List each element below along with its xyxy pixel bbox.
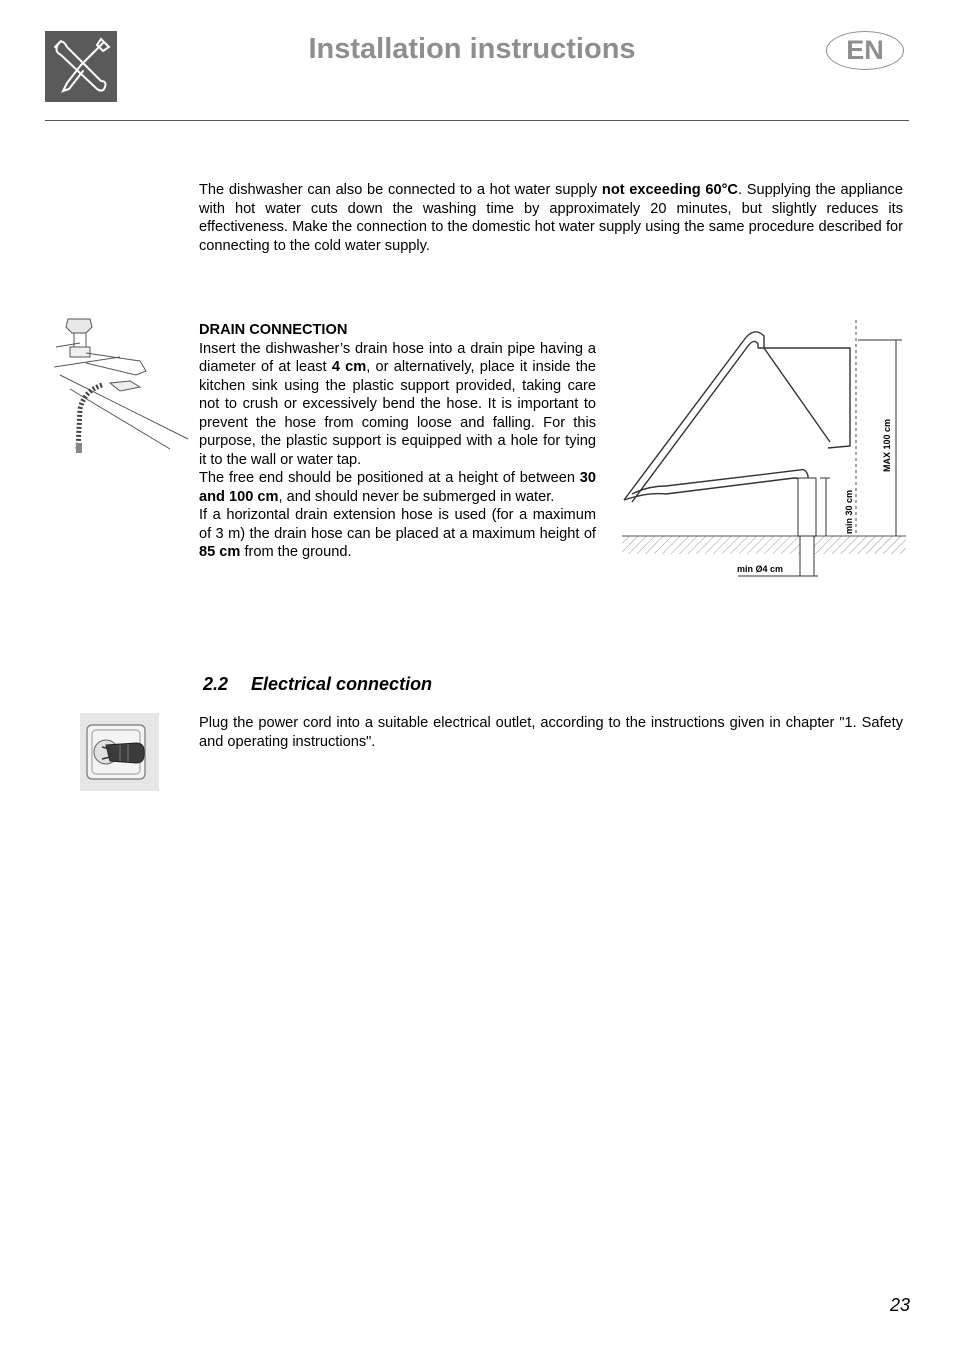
pipe-diameter-label: min Ø4 cm (737, 564, 784, 574)
min-height-dimension (820, 478, 830, 536)
electrical-connection-text: Plug the power cord into a suitable electrical outlet, according to the instructions given in chapter "1. Safety and operating instructions". (199, 715, 903, 750)
drain-p2-text-1: The free end should be positioned at a height of between (199, 470, 580, 486)
drain-p3-text-1: If a horizontal drain extension hose is used (for a maximum of 3 m) the drain hose can be placed at a maximum height of (199, 507, 596, 542)
max-height-label: MAX 100 cm (882, 418, 892, 472)
drain-p1-text-1: Insert the dishwasher’s drain hose into a drain pipe having a diameter of at least (199, 340, 596, 375)
drain-p2-text-2: , and should never be submerged in water. (278, 488, 555, 505)
faucet-hose-illustration (50, 317, 190, 457)
header-divider (45, 120, 909, 121)
hot-water-text-1: The dishwasher can also be connected to a hot water supply (199, 182, 602, 198)
drain-pipe-diameter: 4 cm (331, 359, 367, 375)
drain-pipe (798, 478, 816, 576)
min-height-label: min 30 cm (844, 489, 854, 534)
drain-p3-text-2: from the ground. (240, 544, 352, 560)
drain-height-diagram (618, 318, 908, 580)
drain-max-height: 85 cm (199, 544, 241, 560)
page-title: Installation instructions (308, 33, 636, 65)
plug-socket-icon (80, 713, 159, 791)
section-number: 2.2 (203, 674, 229, 694)
page-number: 23 (889, 1295, 910, 1315)
hot-water-temperature-limit: not exceeding 60°C (601, 182, 738, 198)
drain-connection-title: DRAIN CONNECTION (199, 322, 348, 338)
max-height-dimension (858, 340, 902, 536)
hot-water-paragraph (199, 181, 903, 255)
language-badge: EN (826, 31, 904, 70)
drain-height-range: 30 and 100 cm (199, 470, 596, 505)
drain-connection-text (199, 321, 596, 562)
section-title: Electrical connection (251, 674, 433, 694)
floor-hatching (622, 536, 906, 554)
drain-p1-text-2: , or alternatively, place it inside the kitchen sink using the plastic support provided, taking care not to crush or excessively bend the hose. It is important to prevent the hose from coming loose and falling. For this purpose, the plastic support is equipped with a hole for tying it to the wall or water tap. (199, 359, 597, 468)
section-heading-electrical (203, 673, 432, 695)
hot-water-text-2: . Supplying the appliance with hot water cuts down the washing time by approximately 20 minutes, but slightly reduces its effectiveness. Make the connection to the domestic hot water supply using the same procedure described for connecting to the cold water supply. (199, 182, 903, 254)
